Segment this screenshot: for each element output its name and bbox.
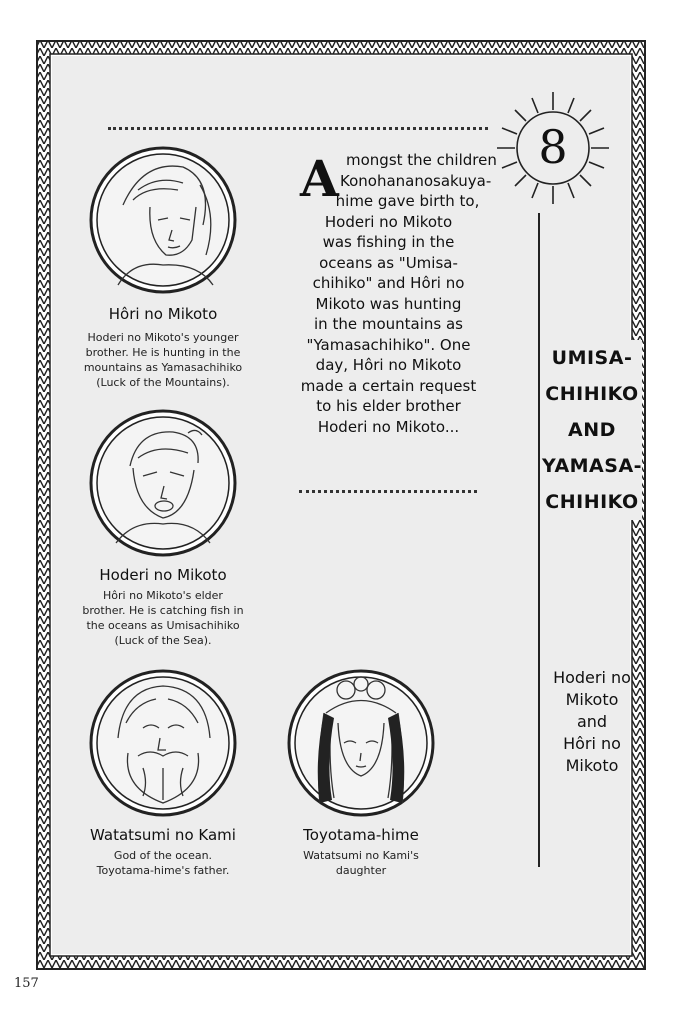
character-name: Hoderi no Mikoto [99, 566, 227, 584]
intro-line: made a certain request [300, 376, 477, 395]
chapter-subtitle [548, 667, 636, 777]
description-line: Toyotama-hime's father. [96, 864, 230, 877]
portrait-watatsumi [88, 668, 238, 818]
description-line: brother. He is hunting in the [85, 346, 241, 359]
character-description [78, 588, 248, 648]
intro-line: "Yamasachihiko". One [306, 335, 471, 354]
top-dotted-divider [108, 127, 488, 130]
description-line: (Luck of the Sea). [114, 634, 212, 647]
intro-line: hime gave birth to, [335, 192, 480, 210]
chapter-title-line: YAMASA- [542, 455, 643, 477]
description-line: the oceans as Umisachihiko [86, 619, 240, 632]
portrait-toyotama [286, 668, 436, 818]
intro-line: to his elder brother [316, 397, 461, 415]
intro-text [296, 150, 497, 437]
character-description [78, 330, 248, 390]
description-line: God of the ocean. [113, 849, 213, 862]
intro-line: chihiko" and Hôri no [312, 274, 465, 292]
chapter-title [542, 340, 642, 520]
chapter-subtitle-line: Mikoto [565, 756, 619, 775]
page-number: 157 [14, 976, 39, 991]
intro-line: Hoderi no Mikoto... [317, 417, 460, 436]
chapter-title-line: UMISA- [551, 347, 633, 369]
intro-line: Mikoto was hunting [315, 294, 462, 313]
intro-line: Konohananosakuya- [340, 171, 492, 190]
character-name: Watatsumi no Kami [90, 826, 236, 844]
description-line: Watatsumi no Kami's [303, 849, 419, 862]
portrait-hoderi [88, 408, 238, 558]
intro-drop-cap: A [300, 149, 339, 208]
character-description [78, 848, 248, 878]
chapter-subtitle-line: Hoderi no [553, 668, 631, 687]
chapter-title-line: AND [568, 419, 616, 441]
chapter-subtitle-line: and [576, 712, 608, 731]
description-line: brother. He is catching fish in [82, 604, 244, 617]
vertical-rule [538, 213, 540, 867]
description-line: daughter [335, 864, 387, 877]
description-line: Hôri no Mikoto's elder [103, 589, 223, 602]
chapter-title-line: CHIHIKO [545, 383, 639, 405]
portrait-hori [88, 145, 238, 295]
character-description [276, 848, 446, 878]
character-name: Toyotama-hime [303, 826, 419, 844]
chapter-subtitle-line: Mikoto [565, 690, 619, 709]
chapter-subtitle-line: Hôri no [563, 734, 621, 753]
description-line: (Luck of the Mountains). [96, 376, 230, 389]
description-line: Hoderi no Mikoto's younger [87, 331, 239, 344]
intro-line: mongst the children [346, 151, 497, 169]
chapter-number: 8 [538, 120, 568, 174]
intro-bottom-divider [299, 490, 477, 493]
character-name: Hôri no Mikoto [108, 305, 218, 323]
description-line: mountains as Yamasachihiko [83, 361, 243, 374]
chapter-title-line: CHIHIKO [545, 491, 639, 513]
intro-line: Hoderi no Mikoto [324, 212, 453, 231]
intro-line: in the mountains as [314, 315, 463, 333]
intro-line: oceans as "Umisa- [319, 253, 458, 272]
intro-line: was fishing in the [322, 233, 455, 251]
intro-line: day, Hôri no Mikoto [315, 356, 462, 374]
